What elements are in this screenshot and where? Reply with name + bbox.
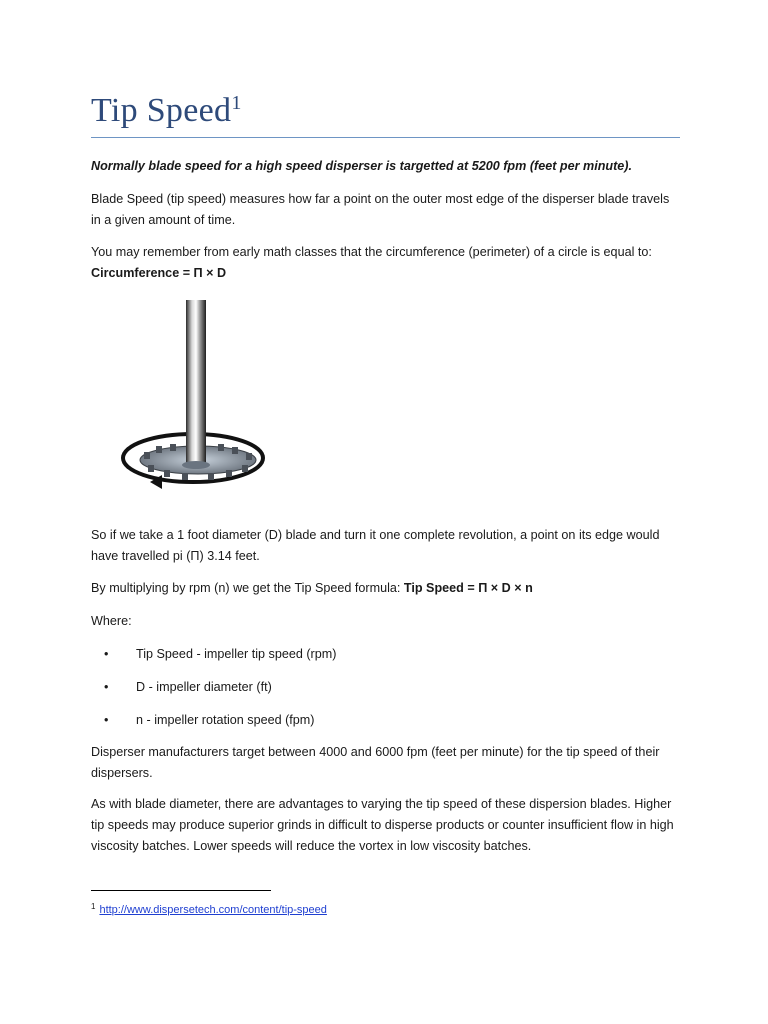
- list-item: [104, 644, 336, 665]
- revolution-paragraph: So if we take a 1 foot diameter (D) blade and turn it one complete revolution, a point on its edge would have travelled pi (Π) 3.14 feet.: [91, 528, 660, 563]
- footnote-mark: 1: [91, 902, 96, 911]
- bullet-icon: •: [104, 713, 109, 727]
- list-item-text: n - impeller rotation speed (fpm): [136, 713, 315, 727]
- title-text: Tip Speed: [91, 92, 232, 129]
- title-footnote-mark: 1: [231, 92, 242, 114]
- list-item-text: D - impeller diameter (ft): [136, 680, 272, 694]
- rpm-text: By multiplying by rpm (n) we get the Tip Speed formula:: [91, 581, 404, 595]
- list-item: [104, 710, 314, 731]
- manufacturers-paragraph: Disperser manufacturers target between 4000 and 6000 fpm (feet per minute) for the tip speed of their dispersers.: [91, 745, 660, 780]
- where-label: Where:: [91, 614, 132, 628]
- rpm-paragraph: [91, 578, 681, 599]
- blade-speed-paragraph: Blade Speed (tip speed) measures how far a point on the outer most edge of the disperser blade travels in a given amount of time.: [91, 192, 670, 227]
- circumference-paragraph: [91, 242, 681, 284]
- list-item: [104, 677, 272, 698]
- disperser-blade-illustration: [118, 300, 278, 495]
- bullet-icon: •: [104, 680, 109, 694]
- footnote: [91, 900, 327, 917]
- circumference-formula: Circumference = Π × D: [91, 266, 227, 280]
- page-title: [91, 92, 242, 130]
- list-item-text: Tip Speed - impeller tip speed (rpm): [136, 647, 337, 661]
- advantages-paragraph: As with blade diameter, there are advantages to varying the tip speed of these dispersion blades. Higher tip speeds may produce superior grinds in difficult to disperse products or counter insufficient flow in high viscosity batches. Lower speeds will reduce the vortex in low viscosity batches.: [91, 797, 674, 853]
- circumference-text: You may remember from early math classes that the circumference (perimeter) of a circle is equal to:: [91, 245, 652, 259]
- title-underline: [91, 137, 680, 138]
- tip-speed-formula: Tip Speed = Π × D × n: [403, 581, 533, 595]
- footnote-link[interactable]: http://www.dispersetech.com/content/tip-speed: [99, 904, 327, 916]
- intro-paragraph: Normally blade speed for a high speed disperser is targetted at 5200 fpm (feet per minute).: [91, 159, 632, 173]
- footnote-separator: [91, 890, 271, 891]
- bullet-icon: •: [104, 647, 109, 661]
